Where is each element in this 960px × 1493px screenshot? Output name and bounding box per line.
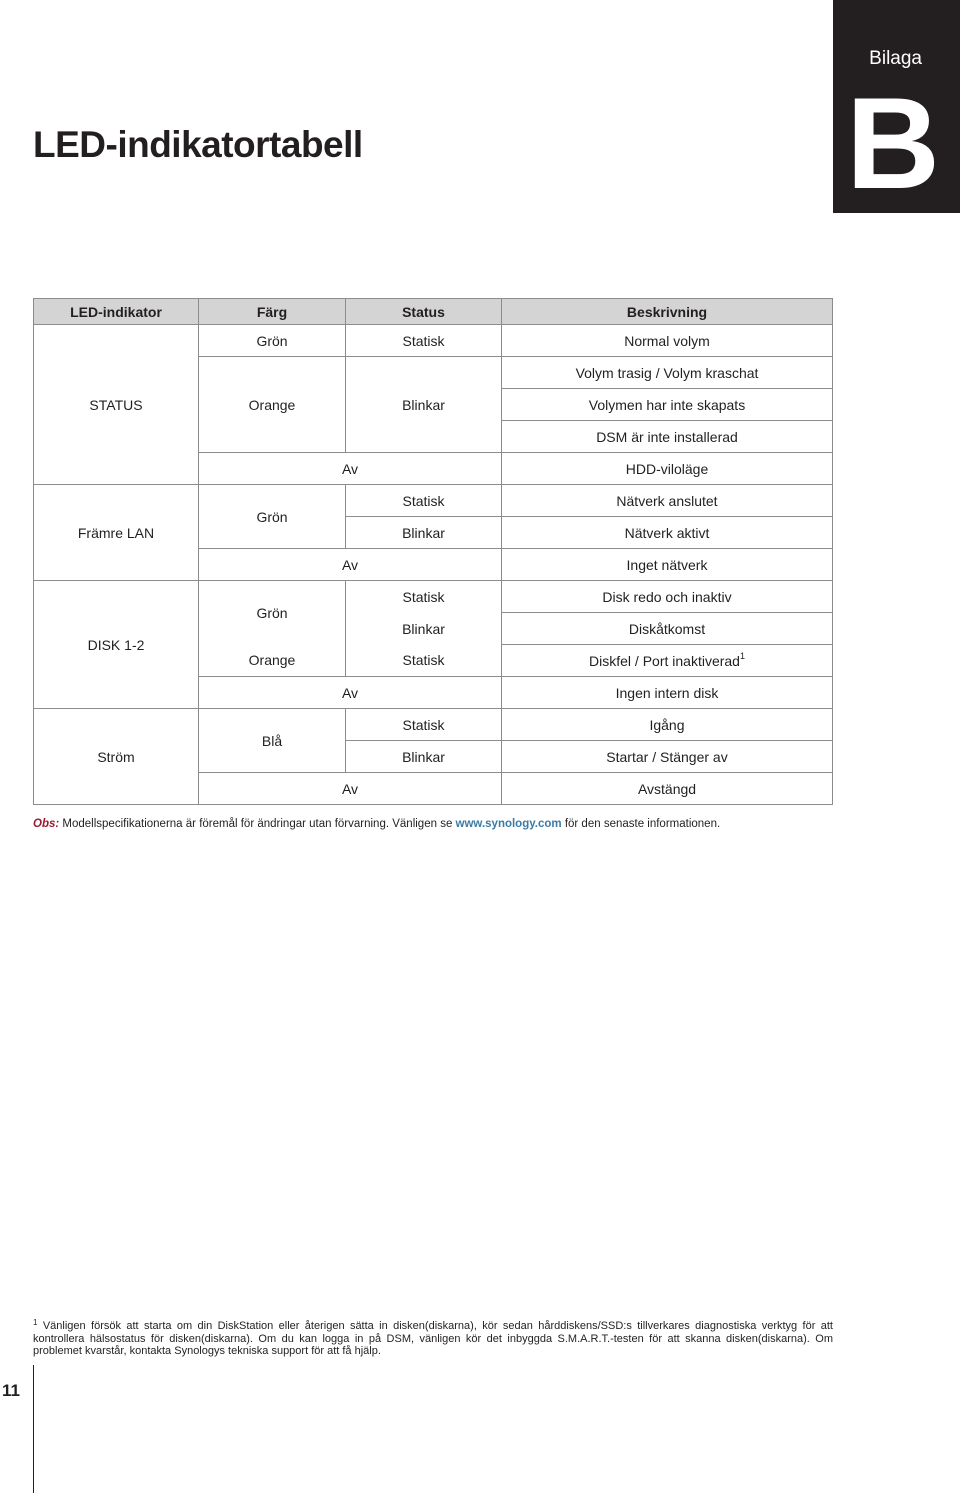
color-status-cell: Av [199,773,502,805]
appendix-label: Bilaga [869,48,922,69]
color-cell: Orange [199,357,346,453]
footnote-reference: 1 [739,650,745,661]
appendix-letter: B [846,70,940,216]
indicator-cell: DISK 1-2 [34,581,199,709]
color-cell: Blå [199,709,346,773]
note [33,818,720,830]
footnote-text: Vänligen försök att starta om din DiskStation eller återigen sätta in disken(diskarna), kör sedan hårddiskens/SSD:s tillverkares diagnostiska verktyg för att kontrollera hälsostatus för disken(diskarna). Om du kan logga in på DSM, vänligen kör det inbyggda S.M.A.R.T.-testen för att skanna disken(diskarna). Om problemet kvarstår, kontakta Synologys tekniska support för att få hjälp. [33,1320,833,1357]
color-status-cell: Av [199,453,502,485]
status-cell: Statisk [346,645,502,677]
page-margin-rule [33,1365,34,1493]
header-color: Färg [199,299,346,325]
description-cell: Volym trasig / Volym kraschat [502,357,833,389]
status-cell: Blinkar [346,613,502,645]
description-text: Diskfel / Port inaktiverad [589,652,740,669]
led-indicator-table [33,298,833,805]
note-text-after: för den senaste informationen. [561,818,721,830]
table-row [34,709,833,741]
description-cell: Nätverk aktivt [502,517,833,549]
color-status-cell: Av [199,677,502,709]
note-label: Obs: [33,818,60,830]
header-status: Status [346,299,502,325]
page-title: LED-indikatortabell [33,124,363,165]
status-cell: Statisk [346,709,502,741]
description-cell: HDD-viloläge [502,453,833,485]
description-cell: Normal volym [502,325,833,357]
description-cell: Diskåtkomst [502,613,833,645]
description-cell: DSM är inte installerad [502,421,833,453]
description-cell: Avstängd [502,773,833,805]
indicator-cell: STATUS [34,325,199,485]
color-cell: Grön [199,485,346,549]
color-cell: Grön [199,325,346,357]
status-cell: Statisk [346,485,502,517]
status-cell: Blinkar [346,357,502,453]
note-text-before: Modellspecifikationerna är föremål för ändringar utan förvarning. Vänligen se [59,818,456,830]
color-status-cell: Av [199,549,502,581]
indicator-cell: Ström [34,709,199,805]
description-cell: Startar / Stänger av [502,741,833,773]
status-cell: Blinkar [346,517,502,549]
table-row [34,485,833,517]
description-cell: Volymen har inte skapats [502,389,833,421]
indicator-cell: Främre LAN [34,485,199,581]
color-cell: Orange [199,645,346,677]
description-cell: Igång [502,709,833,741]
description-cell: Nätverk anslutet [502,485,833,517]
status-cell: Blinkar [346,741,502,773]
page-number: 11 [2,1381,20,1400]
description-cell: Inget nätverk [502,549,833,581]
status-cell: Statisk [346,325,502,357]
status-cell: Statisk [346,581,502,613]
color-cell: Grön [199,581,346,645]
table-row [34,581,833,613]
appendix-tab [833,0,960,216]
table-row [34,325,833,357]
description-cell: Ingen intern disk [502,677,833,709]
footnote-marker: 1 [33,1318,38,1327]
table-header-row [34,299,833,325]
header-indicator: LED-indikator [34,299,199,325]
footnote [33,1320,833,1358]
description-cell [502,645,833,677]
header-description: Beskrivning [502,299,833,325]
description-cell: Disk redo och inaktiv [502,581,833,613]
synology-link[interactable]: www.synology.com [455,818,562,830]
